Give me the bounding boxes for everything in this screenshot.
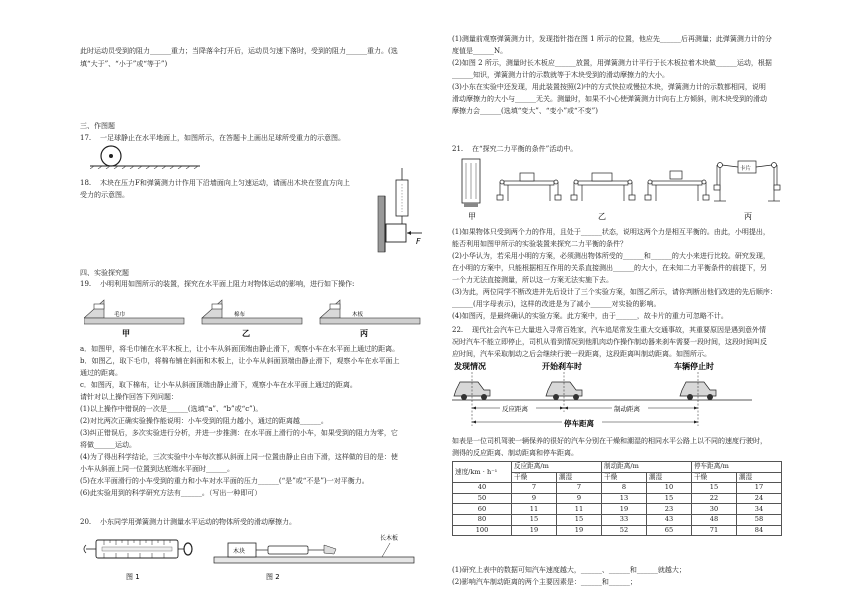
sub-dry: 干燥	[601, 472, 646, 483]
table-cell: 30	[691, 504, 736, 515]
q21-line-4: 在小明的方案中，只能根据相互作用的关系直接测出______的大小，在未知二力平衡条件的前提下，另	[452, 264, 767, 272]
q20-right-line-7: 摩擦力会______(选填“变大”、“变小”或“不变”)	[452, 107, 598, 115]
table-cell: 60	[453, 504, 512, 515]
q22-desc-1: 如表是一位司机驾驶一辆保养的很好的汽车分别在干燥和潮湿的相同水平公路上以不同的速度行驶时，	[452, 437, 767, 445]
q22-intro-2: 况时汽车不能立即停止，司机从看到情况到他肌肉动作操作制动器来刹车需要一段时间，这段时间叫反	[452, 338, 767, 346]
table-cell: 11	[512, 504, 557, 515]
q20-right-line-3: (2)如图 2 所示，测量时长木板应______放置，用弹簧测力计平行于长木板拉着木块做______运动，根据	[452, 59, 772, 67]
question-18-line-1: 18. 木块在压力F和弹簧测力计作用下沿墙面向上匀速运动，请画出木块在竖直方向上	[80, 179, 350, 187]
fig-label-jia: 甲	[122, 329, 130, 338]
q19-line-11: 小车从斜面上同一位置到达底端水平面时______。	[80, 465, 234, 473]
q21-line-7: ______(用字母表示)，这样的改进是为了减小______对实验的影响。	[452, 300, 661, 308]
q21-line-3: (2)小华认为，若采用小明的方案，必须测出物体所受的______和______的大小来进行比较。研究发现，	[452, 252, 770, 260]
table-cell: 34	[736, 504, 781, 515]
figure-1-label: 图 1	[126, 573, 140, 581]
figure-2-label: 图 2	[266, 573, 280, 581]
force-f-label: F	[416, 237, 421, 246]
fig-label-yi: 乙	[242, 329, 250, 338]
block-label: 木块	[233, 548, 246, 555]
table-cell: 11	[556, 504, 601, 515]
table-cell: 24	[736, 493, 781, 504]
sub-wet: 潮湿	[556, 472, 601, 483]
fig-label-bing: 丙	[360, 329, 368, 338]
q22-desc-2: 测得的反应距离、制动距离和停车距离。	[452, 449, 578, 457]
sub-wet: 潮湿	[736, 472, 781, 483]
q19-line-6: (1)以上操作中错误的一次是______(选填“a”、“b”或“c”)。	[80, 405, 263, 413]
table-cell: 15	[556, 514, 601, 525]
table-cell: 100	[453, 525, 512, 536]
q22-intro-3: 应时间，汽车采取制动之后会继续行驶一段距离，这段距离叫制动距离。如图所示。	[452, 350, 711, 358]
table-cell: 43	[646, 514, 691, 525]
table-cell: 9	[556, 493, 601, 504]
football-figure	[90, 143, 200, 169]
table-row	[453, 514, 782, 525]
table-row	[453, 504, 782, 515]
table-cell: 19	[556, 525, 601, 536]
q20-right-line-2: 度值是______N。	[452, 47, 508, 55]
table-row	[453, 493, 782, 504]
table-cell: 33	[601, 514, 646, 525]
question-19-title: 19. 小明利用如图所示的装置，探究在水平面上阻力对物体运动的影响，进行如下操作:	[80, 280, 355, 288]
header-reaction: 反应距离/m	[512, 462, 602, 473]
table-cell: 19	[512, 525, 557, 536]
table-cell: 8	[601, 483, 646, 494]
table-cell: 65	[646, 525, 691, 536]
brake-start-label: 开始刹车时	[542, 362, 582, 371]
surface-wood: 木板	[352, 312, 364, 318]
q21-line-2: 能否利用如图甲所示的实验装置来探究二力平衡的条件？	[452, 240, 627, 248]
table-cell: 80	[453, 514, 512, 525]
table-row	[453, 483, 782, 494]
table-cell: 40	[453, 483, 512, 494]
table-cell: 15	[646, 493, 691, 504]
table-cell: 9	[512, 493, 557, 504]
table-cell: 22	[691, 493, 736, 504]
surface-cotton: 棉布	[234, 312, 246, 318]
table-cell: 19	[601, 504, 646, 515]
q22-intro-1: 22. 现代社会汽车已大量进入寻常百姓家，汽车追尾常发生重大交通事故，其重要原因是遇到意外情	[452, 326, 767, 334]
ramp-experiment-figure	[84, 290, 424, 338]
q19-line-4: c．如图丙，取下棉布，让小车从斜面顶端由静止滑下，观察小车在水平面上通过的距离。	[80, 381, 357, 389]
q21-line-8: (4)如图丙，是最终确认的实验方案。此方案中，由于______，故卡片的重力可忽略不计。	[452, 312, 728, 320]
car-stop-label: 车辆停止时	[674, 362, 714, 371]
table-cell: 13	[601, 493, 646, 504]
q19-line-8: (3)纠正错误后，多次实验进行分析，并进一步推测：在水平面上滑行的小车，如果受到的阻力为零，它	[80, 429, 398, 437]
section-experiment-heading: 四、实验探究题	[80, 269, 129, 277]
table-cell: 23	[646, 504, 691, 515]
hand-icon	[324, 545, 336, 554]
table-cell: 17	[736, 483, 781, 494]
q19-line-12: (5)在水平面滑行的小车受到的重力和小车对水平面的压力______(“是”或“不是”)一对平衡力。	[80, 477, 369, 485]
table-cell: 15	[691, 483, 736, 494]
q20-right-line-4: ______知识，弹簧测力计的示数就等于木块受到的滑动摩擦力的大小。	[452, 71, 669, 79]
table-cell: 58	[736, 514, 781, 525]
braking-distance-label: 制动距离	[614, 405, 640, 413]
q19-line-7: (2)对比两次正确实验操作能说明：小车受到的阻力越小，通过的距离越______。	[80, 417, 328, 425]
board-label: 长木板	[380, 535, 399, 542]
spring-scale-figures	[80, 527, 426, 582]
q19-line-13: (6)此实验用到的科学研究方法有______。（写出一种即可）	[80, 489, 262, 497]
q21-line-6: (3)为此，两位同学不断改进并先后设计了三个实验方案，如图乙所示，请你判断出他们改进的先后顺序：	[452, 288, 777, 296]
question-18-line-2: 受力的示意图。	[80, 191, 129, 199]
q19-line-10: (4)为了得出科学结论，三次实验中小车每次都从斜面上同一位置由静止自由下滑，这样做的目的是：使	[80, 453, 398, 461]
found-label: 发现情况	[454, 362, 486, 371]
question-17: 17. 一足球静止在水平地面上，如图所示，在答题卡上画出足球所受重力的示意图。	[80, 134, 346, 142]
table-cell: 50	[453, 493, 512, 504]
sub-wet: 潮湿	[646, 472, 691, 483]
question-21-title: 21. 在“探究二力平衡的条件”活动中。	[452, 145, 578, 153]
q19-line-2: b．如图乙，取下毛巾，将棉布铺在斜面和木板上，让小车从斜面顶端由静止滑下，观察小车在水平面上	[80, 357, 400, 365]
header-speed: 速度/km · h⁻¹	[453, 462, 512, 483]
table-cell: 7	[512, 483, 557, 494]
q19-line-9: 将做______运动。	[80, 441, 136, 449]
q19-line-1: a．如图甲，将毛巾铺在水平木板上，让小车从斜面顶端由静止滑下，观察小车在水平面上通过的距离。	[80, 345, 400, 353]
surface-towel: 毛巾	[114, 312, 126, 318]
q20-right-line-6: 滑动摩擦力的大小与______无关。测量时，如果不小心使弹簧测力计向右上方倾斜，则木块受到的滑动	[452, 95, 767, 103]
stopping-distance-label: 停车距离	[564, 419, 594, 428]
wall-block-figure	[376, 166, 426, 256]
table-cell: 84	[736, 525, 781, 536]
q22-question-1: (1)研究上表中的数据可知汽车速度越大，______、______和______就越大；	[452, 566, 686, 574]
q21-line-5: 一个力无法直接测量，所以这一方案无法实施下去。	[452, 276, 613, 284]
q20-right-line-1: (1)测量前观察弹簧测力计，发现指针指在图 1 所示的位置，他应先______后再测量；此弹簧测力计的分	[452, 35, 772, 43]
intro-line-2: 填“大于”、“小于”或“等于”)	[80, 60, 168, 68]
intro-line-1: 此时运动员受到的阻力______重力；当降落伞打开后，运动员匀速下落时，受到的阻力______重力。(选	[80, 47, 398, 55]
card-label: 卡片	[740, 166, 752, 172]
balance-experiment-figure	[452, 155, 782, 225]
table-cell: 52	[601, 525, 646, 536]
fig21-label-bing: 丙	[744, 212, 752, 221]
q20-right-line-5: (3)小东在实验中还发现，用此装置按照(2)中的方式快拉或慢拉木块，弹簧测力计的示数都相同，说明	[452, 83, 766, 91]
fig21-label-yi: 乙	[598, 212, 606, 221]
section-drawing-heading: 三、作图题	[80, 122, 115, 130]
header-stopping: 停车距离/m	[691, 462, 781, 473]
q19-line-5: 请针对以上操作回答下列问题：	[80, 393, 178, 401]
q22-question-2: (2)影响汽车制动距离的两个主要因素是：______和______；	[452, 578, 637, 586]
question-20: 20. 小东同学用弹簧测力计测量水平运动的物体所受的滑动摩擦力。	[80, 518, 297, 526]
distance-table	[452, 461, 782, 536]
q21-line-1: (1)如果物体只受到两个力的作用，且处于______状态，说明这两个力是相互平衡的。由此，小明提出，	[452, 228, 770, 236]
header-braking: 制动距离/m	[601, 462, 691, 473]
table-cell: 48	[691, 514, 736, 525]
table-cell: 7	[556, 483, 601, 494]
reaction-distance-label: 反应距离	[502, 405, 528, 413]
sub-dry: 干燥	[691, 472, 736, 483]
table-cell: 10	[646, 483, 691, 494]
table-cell: 15	[512, 514, 557, 525]
q19-line-3: 通过的距离。	[80, 369, 122, 377]
braking-distance-figure	[452, 360, 752, 430]
table-row	[453, 525, 782, 536]
table-cell: 71	[691, 525, 736, 536]
sub-dry: 干燥	[512, 472, 557, 483]
fig21-label-jia: 甲	[468, 212, 476, 221]
